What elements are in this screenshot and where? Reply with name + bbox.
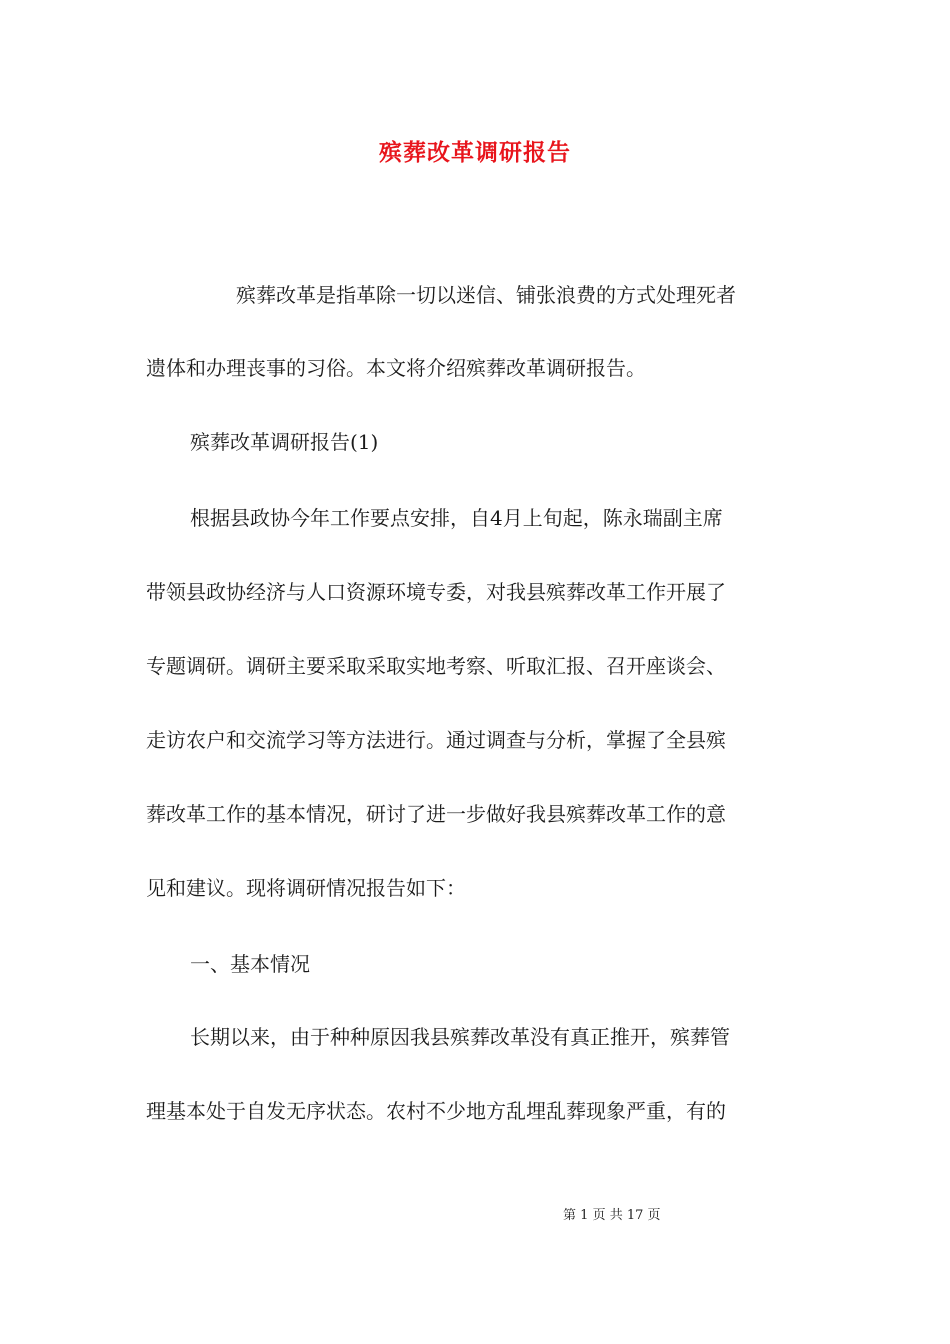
footer-prefix: 第 <box>563 1208 577 1223</box>
paragraph-2-line-1: 长期以来，由于种种原因我县殡葬改革没有真正推开，殡葬管 <box>190 1025 730 1049</box>
footer-suffix: 页 <box>647 1208 661 1223</box>
paragraph-1-line-4: 走访农户和交流学习等方法进行。通过调查与分析，掌握了全县殡 <box>146 728 726 752</box>
intro-line-1: 殡葬改革是指革除一切以迷信、铺张浪费的方式处理死者 <box>236 283 736 307</box>
section-subtitle: 殡葬改革调研报告(1) <box>190 430 379 454</box>
heading-basic-situation: 一、基本情况 <box>190 952 310 976</box>
page-footer <box>563 1206 661 1226</box>
paragraph-1-line-5: 葬改革工作的基本情况，研讨了进一步做好我县殡葬改革工作的意 <box>146 802 726 826</box>
footer-total-pages: 17 <box>626 1208 644 1223</box>
paragraph-1-line-6: 见和建议。现将调研情况报告如下： <box>146 876 466 900</box>
document-title: 殡葬改革调研报告 <box>379 140 571 166</box>
paragraph-2-line-2: 理基本处于自发无序状态。农村不少地方乱埋乱葬现象严重，有的 <box>146 1099 726 1123</box>
footer-current-page: 1 <box>580 1208 589 1223</box>
paragraph-1-line-1: 根据县政协今年工作要点安排，自4月上旬起，陈永瑞副主席 <box>190 506 723 530</box>
intro-line-2: 遗体和办理丧事的习俗。本文将介绍殡葬改革调研报告。 <box>146 356 646 380</box>
paragraph-1-line-3: 专题调研。调研主要采取采取实地考察、听取汇报、召开座谈会、 <box>146 654 726 678</box>
footer-mid: 页 共 <box>592 1208 623 1223</box>
paragraph-1-line-2: 带领县政协经济与人口资源环境专委，对我县殡葬改革工作开展了 <box>146 580 726 604</box>
